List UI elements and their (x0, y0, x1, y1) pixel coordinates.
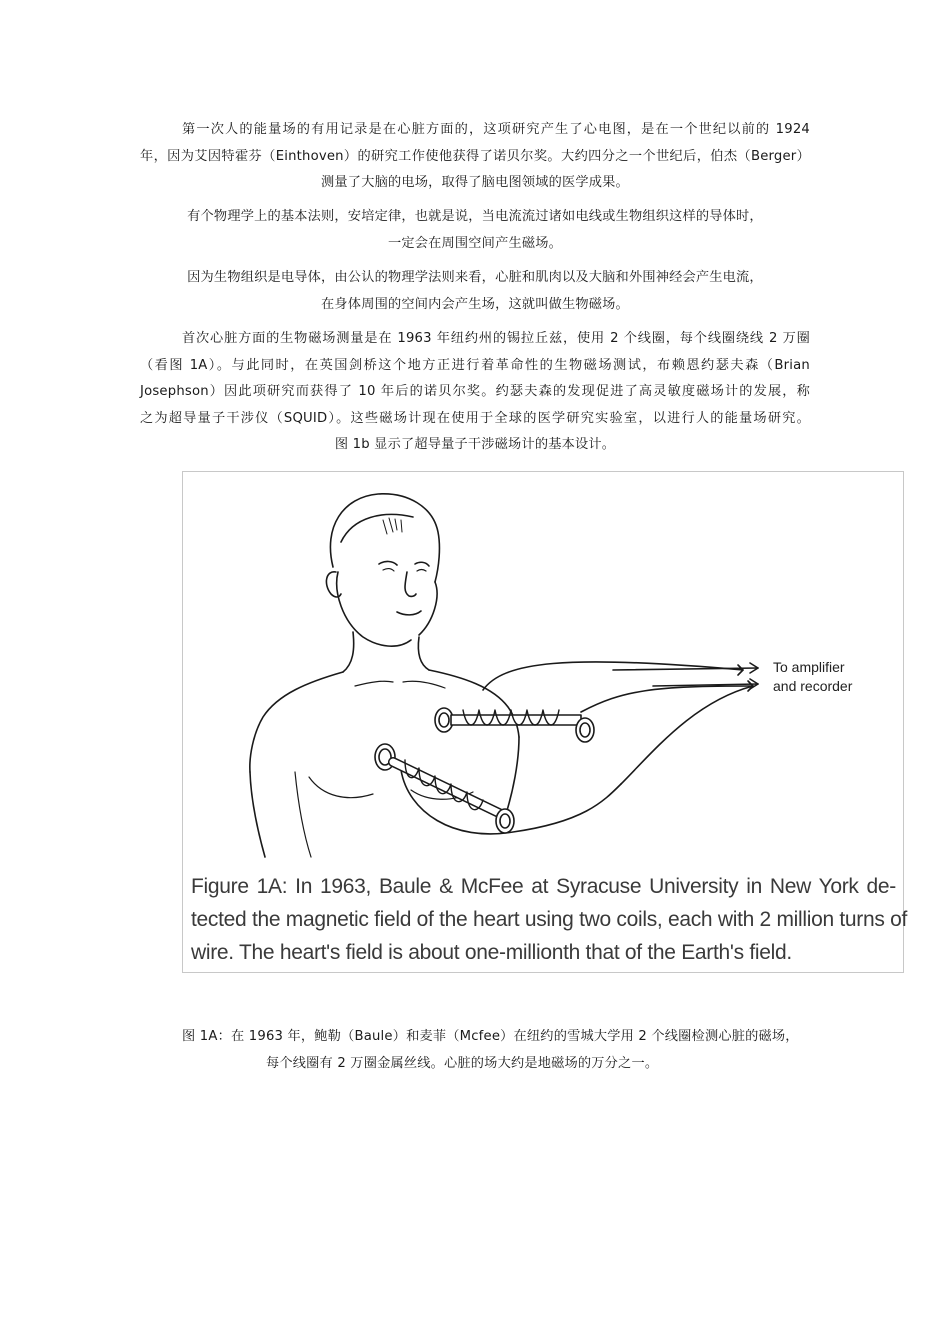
paragraph-4-line-1: 首次心脏方面的生物磁场测量是在 1963 年纽约州的锡拉丘兹，使用 2 个线圈，每个线圈绕线 2 万圈 (182, 331, 810, 346)
figure-caption-en-line-2: tected the magnetic field of the heart using two coils, each with 2 million turns of (191, 908, 908, 931)
arrow-label-line-1: To amplifier (773, 659, 845, 675)
paragraph-4-line-2: （看图 1A）。与此同时，在英国剑桥这个地方正进行着革命性的生物磁场测试，布赖恩约瑟夫森（Brian (140, 357, 810, 373)
paragraph-1-line-3: 测量了大脑的电场，取得了脑电图领域的医学成果。 (321, 175, 629, 190)
figure-caption-en-line-3: wire. The heart's field is about one-millionth that of the Earth's field. (191, 941, 792, 964)
figure-caption-en (191, 870, 908, 969)
paragraph-1 (140, 117, 810, 197)
upper-coil (435, 708, 594, 742)
arrow-label (773, 658, 852, 696)
arrow-label-line-2: and recorder (773, 678, 853, 694)
paragraph-4-line-4: 之为超导量子干涉仪（SQUID）。这些磁场计现在使用于全球的医学研究实验室，以进行人的能量场研究。 (140, 410, 810, 426)
paragraph-3-line-1: 因为生物组织是电导体，由公认的物理学法则来看，心脏和肌肉以及大脑和外围神经会产生电流， (187, 270, 763, 285)
figure-caption-cn (182, 1024, 822, 1077)
paragraph-4 (140, 326, 810, 459)
paragraph-2 (140, 204, 810, 257)
figure-1a (182, 471, 908, 973)
figure-caption-en-line-1: Figure 1A: In 1963, Baule & McFee at Syracuse University in New York de- (191, 875, 896, 898)
paragraph-3-line-2: 在身体周围的空间内会产生场，这就叫做生物磁场。 (321, 296, 629, 312)
figure-caption-cn-line-1: 图 1A：在 1963 年，鲍勒（Baule）和麦菲（Mcfee）在纽约的雪城大学用 2 个线圈检测心脏的磁场， (182, 1029, 799, 1044)
paragraph-1-line-1: 第一次人的能量场的有用记录是在心脏方面的，这项研究产生了心电图，是在一个世纪以前的 1924 (182, 122, 810, 137)
paragraph-2-line-2: 一定会在周围空间产生磁场。 (387, 235, 563, 251)
paragraph-1-line-2: 年，因为艾因特霍芬（Einthoven）的研究工作使他获得了诺贝尔奖。大约四分之一个世纪后，伯杰（Berger） (140, 148, 810, 164)
paragraph-3 (140, 265, 810, 318)
figure-caption-cn-line-2: 每个线圈有 2 万圈金属丝线。心脏的场大约是地磁场的万分之一。 (266, 1055, 659, 1071)
lower-coil (375, 744, 514, 833)
paragraph-2-line-1: 有个物理学上的基本法则，安培定律，也就是说，当电流流过诸如电线或生物组织这样的导体时， (187, 209, 763, 224)
paragraph-4-line-3: Josephson）因此项研究而获得了 10 年后的诺贝尔奖。约瑟夫森的发现促进了高灵敏度磁场计的发展，称 (140, 384, 810, 399)
paragraph-4-line-5: 图 1b 显示了超导量子干涉磁场计的基本设计。 (334, 437, 616, 452)
